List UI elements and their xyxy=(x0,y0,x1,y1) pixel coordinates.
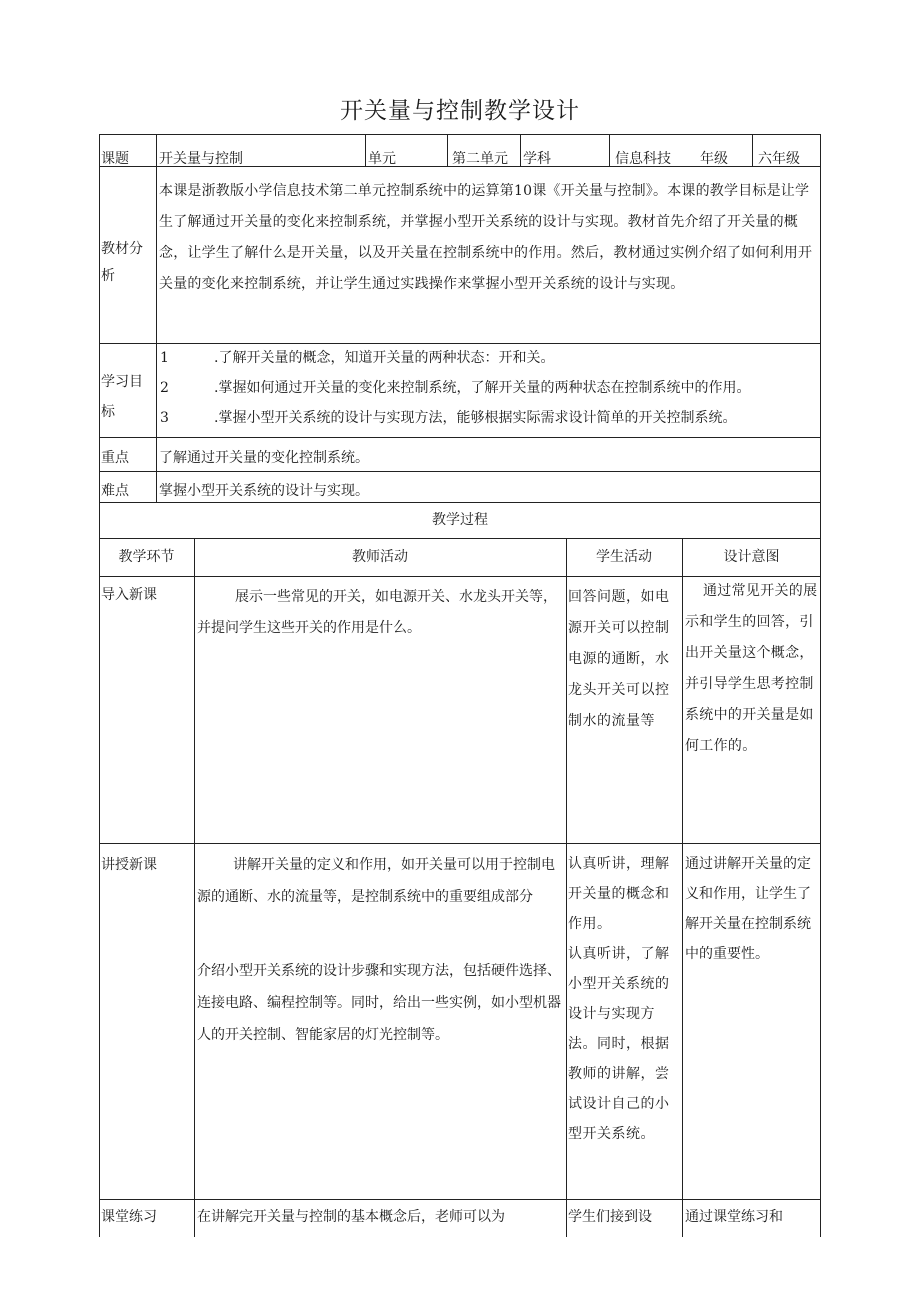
material-text: 本课是浙教版小学信息技术第二单元控制系统中的运算第10课《开关量与控制》。本课的教学目标是让学生了解通过开关量的变化来控制系统，并掌握小型开关系统的设计与实现。教材首先介绍了开关量的概念，让学生了解什么是开关量，以及开关量在控制系统中的作用。然后，教材通过实例介绍了如何利用开关量的变化来控制系统，并让学生通过实践操作来掌握小型开关系统的设计与实现。 xyxy=(159,183,813,292)
goal-text: .掌握如何通过开关量的变化来控制系统，了解开关量的两种状态在控制系统中的作用。 xyxy=(214,380,751,396)
difficulty-text: 掌握小型开关系统的设计与实现。 xyxy=(159,483,369,499)
process-title: 教学过程 xyxy=(432,512,488,528)
goal-number: 3 xyxy=(160,410,169,426)
stage-label: 讲授新课 xyxy=(101,857,157,873)
subject-label: 学科 xyxy=(523,151,551,167)
row-divider xyxy=(99,502,821,503)
column-header: 教学环节 xyxy=(118,549,175,565)
teacher-activity: 在讲解完开关量与控制的基本概念后，老师可以为 xyxy=(197,1209,505,1225)
stage-label: 导入新课 xyxy=(101,587,157,603)
course-label: 课题 xyxy=(101,151,129,167)
column-header: 教师活动 xyxy=(352,549,408,565)
goal-text: .掌握小型开关系统的设计与实现方法，能够根据实际需求设计简单的开关控制系统。 xyxy=(214,410,737,426)
column-divider xyxy=(566,538,567,1237)
material-label: 教材分析 xyxy=(101,241,143,284)
column-divider xyxy=(365,134,366,166)
key-point-label: 重点 xyxy=(101,450,129,466)
teacher-activity: 介绍小型开关系统的设计步骤和实现方法，包括硬件选择、连接电路、编程控制等。同时，给出一些实例，如小型机器人的开关控制、智能家居的灯光控制等。 xyxy=(197,963,561,1043)
column-header: 学生活动 xyxy=(596,549,652,565)
goals-label: 学习目标 xyxy=(101,374,143,420)
column-divider xyxy=(447,134,448,166)
unit-label: 单元 xyxy=(368,151,396,167)
course-value: 开关量与控制 xyxy=(159,151,243,167)
student-activity: 学生们接到设 xyxy=(568,1209,652,1225)
student-activity: 回答问题，如电源开关可以控制电源的通断，水龙头开关可以控制水的流量等 xyxy=(568,589,670,729)
goal-number: 1 xyxy=(160,350,169,366)
column-divider xyxy=(156,134,157,502)
row-divider xyxy=(99,1199,821,1200)
row-divider xyxy=(99,343,821,344)
column-divider xyxy=(520,134,521,166)
column-header: 设计意图 xyxy=(723,549,780,565)
column-divider xyxy=(682,538,683,1237)
row-divider xyxy=(99,471,821,472)
goal-number: 2 xyxy=(160,380,169,396)
stage-label: 课堂练习 xyxy=(101,1209,157,1225)
teacher-activity: 展示一些常见的开关，如电源开关、水龙头开关等，并提问学生这些开关的作用是什么。 xyxy=(197,589,557,636)
page-title: 开关量与控制教学设计 xyxy=(340,98,580,124)
subject-value: 信息科技 xyxy=(615,151,671,167)
unit-value: 第二单元 xyxy=(452,151,508,167)
column-divider xyxy=(752,134,753,166)
design-intent: 通过常见开关的展示和学生的回答，引出开关量这个概念，并引导学生思考控制系统中的开关量是如何工作的。 xyxy=(685,583,818,754)
teacher-activity: 讲解开关量的定义和作用，如开关量可以用于控制电源的通断、水的流量等，是控制系统中的重要组成部分 xyxy=(197,857,555,905)
row-divider xyxy=(99,437,821,438)
column-divider xyxy=(194,538,195,1237)
column-divider xyxy=(609,134,610,166)
grade-label: 年级 xyxy=(700,151,728,167)
difficulty-label: 难点 xyxy=(101,483,129,499)
design-intent: 通过课堂练习和 xyxy=(685,1209,783,1225)
key-point-text: 了解通过开关量的变化控制系统。 xyxy=(159,450,369,466)
goal-text: .了解开关量的概念，知道开关量的两种状态：开和关。 xyxy=(214,350,555,366)
design-intent: 通过讲解开关量的定义和作用，让学生了解开关量在控制系统中的重要性。 xyxy=(685,856,811,962)
student-activity: 认真听讲，了解小型开关系统的设计与实现方法。同时，根据教师的讲解，尝试设计自己的小型开关系统。 xyxy=(568,946,670,1142)
grade-value: 六年级 xyxy=(758,151,800,167)
student-activity: 认真听讲，理解开关量的概念和作用。 xyxy=(568,856,670,932)
row-divider xyxy=(99,843,821,844)
row-divider xyxy=(99,538,821,539)
